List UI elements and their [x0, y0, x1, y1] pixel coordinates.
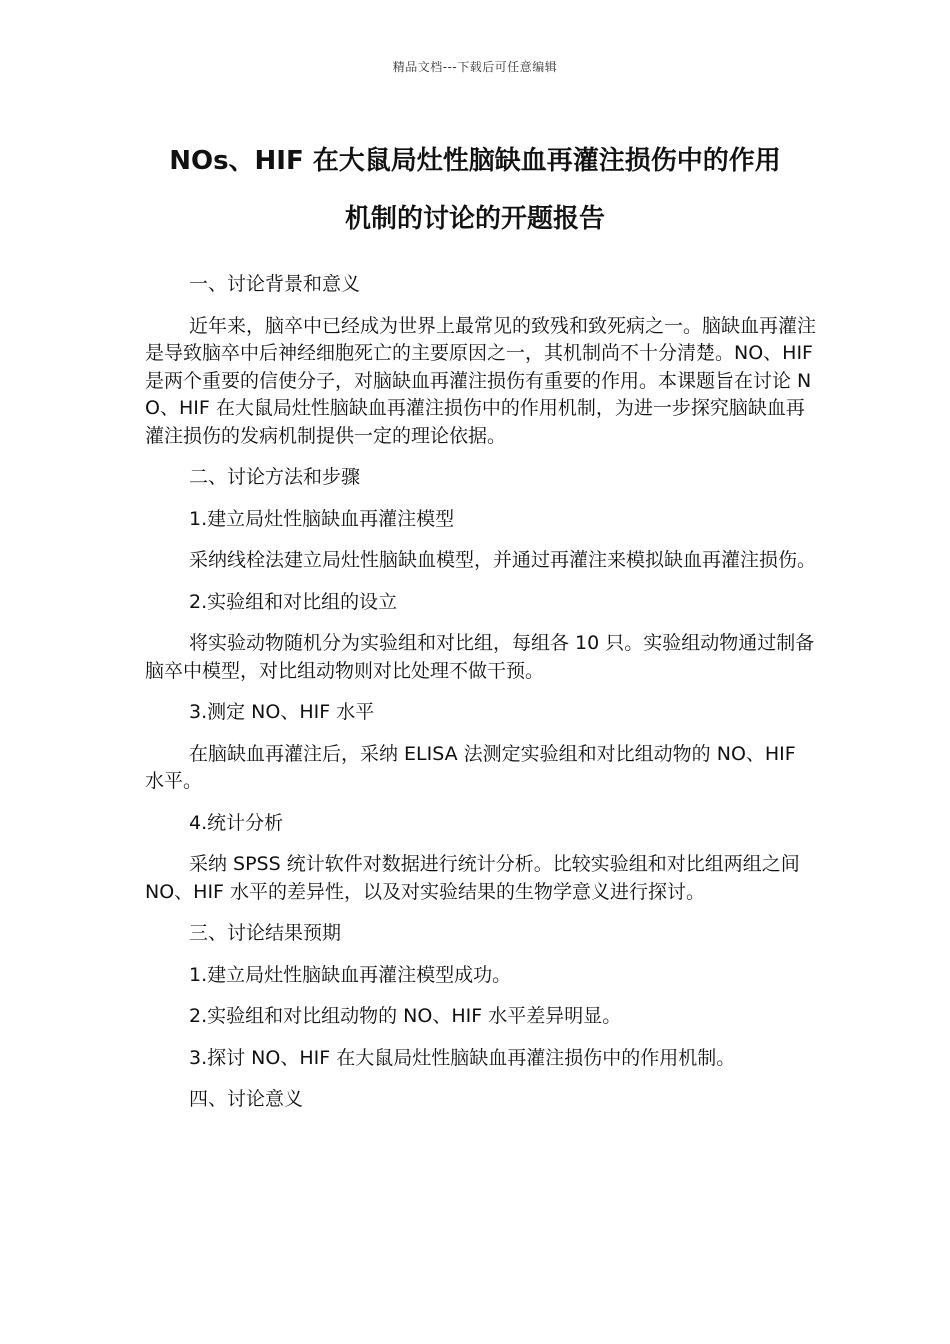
result-3: 3.探讨 NO、HIF 在大鼠局灶性脑缺血再灌注损伤中的作用机制。: [189, 1046, 736, 1069]
step-3-heading: 3.测定 NO、HIF 水平: [189, 701, 375, 723]
step-2-heading: 2.实验组和对比组的设立: [189, 590, 398, 613]
title-line-1: NOs、HIF 在大鼠局灶性脑缺血再灌注损伤中的作用: [169, 146, 781, 176]
document-title: [125, 132, 825, 248]
section-4-heading: 四、讨论意义: [189, 1088, 304, 1110]
result-1: 1.建立局灶性脑缺血再灌注模型成功。: [189, 963, 512, 986]
step-3-text: 在脑缺血再灌注后，采纳 ELISA 法测定实验组和对比组动物的 NO、HIF 水平。: [145, 742, 796, 792]
section-3-heading: 三、讨论结果预期: [189, 922, 342, 944]
document-body: [145, 271, 817, 1128]
step-1-heading: 1.建立局灶性脑缺血再灌注模型: [189, 507, 455, 530]
section-1-heading: 一、讨论背景和意义: [189, 273, 361, 295]
section-2-heading: 二、讨论方法和步骤: [189, 466, 361, 488]
result-2: 2.实验组和对比组动物的 NO、HIF 水平差异明显。: [189, 1005, 622, 1027]
step-2-text: 将实验动物随机分为实验组和对比组，每组各 10 只。实验组动物通过制备脑卒中模型，对比组动物则对比处理不做干预。: [145, 632, 815, 682]
step-4-text: 采纳 SPSS 统计软件对数据进行统计分析。比较实验组和对比组两组之间 NO、HIF 水平的差异性，以及对实验结果的生物学意义进行探讨。: [145, 853, 800, 903]
section-1-paragraph: 近年来，脑卒中已经成为世界上最常见的致残和致死病之一。脑缺血再灌注是导致脑卒中后神经细胞死亡的主要原因之一，其机制尚不十分清楚。NO、HIF 是两个重要的信使分子，对脑缺血再灌注损伤有重要的作用。本课题旨在讨论 NO、HIF 在大鼠局灶性脑缺血再灌注损伤中的作用机制，为进一步探究脑缺血再灌注损伤的发病机制提供一定的理论依据。: [145, 314, 817, 447]
step-1-text: 采纳线栓法建立局灶性脑缺血模型，并通过再灌注来模拟缺血再灌注损伤。: [189, 549, 817, 571]
title-line-2: 机制的讨论的开题报告: [344, 204, 605, 234]
step-4-heading: 4.统计分析: [189, 811, 284, 834]
page-header-watermark: 精品文档---下载后可任意编辑: [392, 60, 558, 74]
